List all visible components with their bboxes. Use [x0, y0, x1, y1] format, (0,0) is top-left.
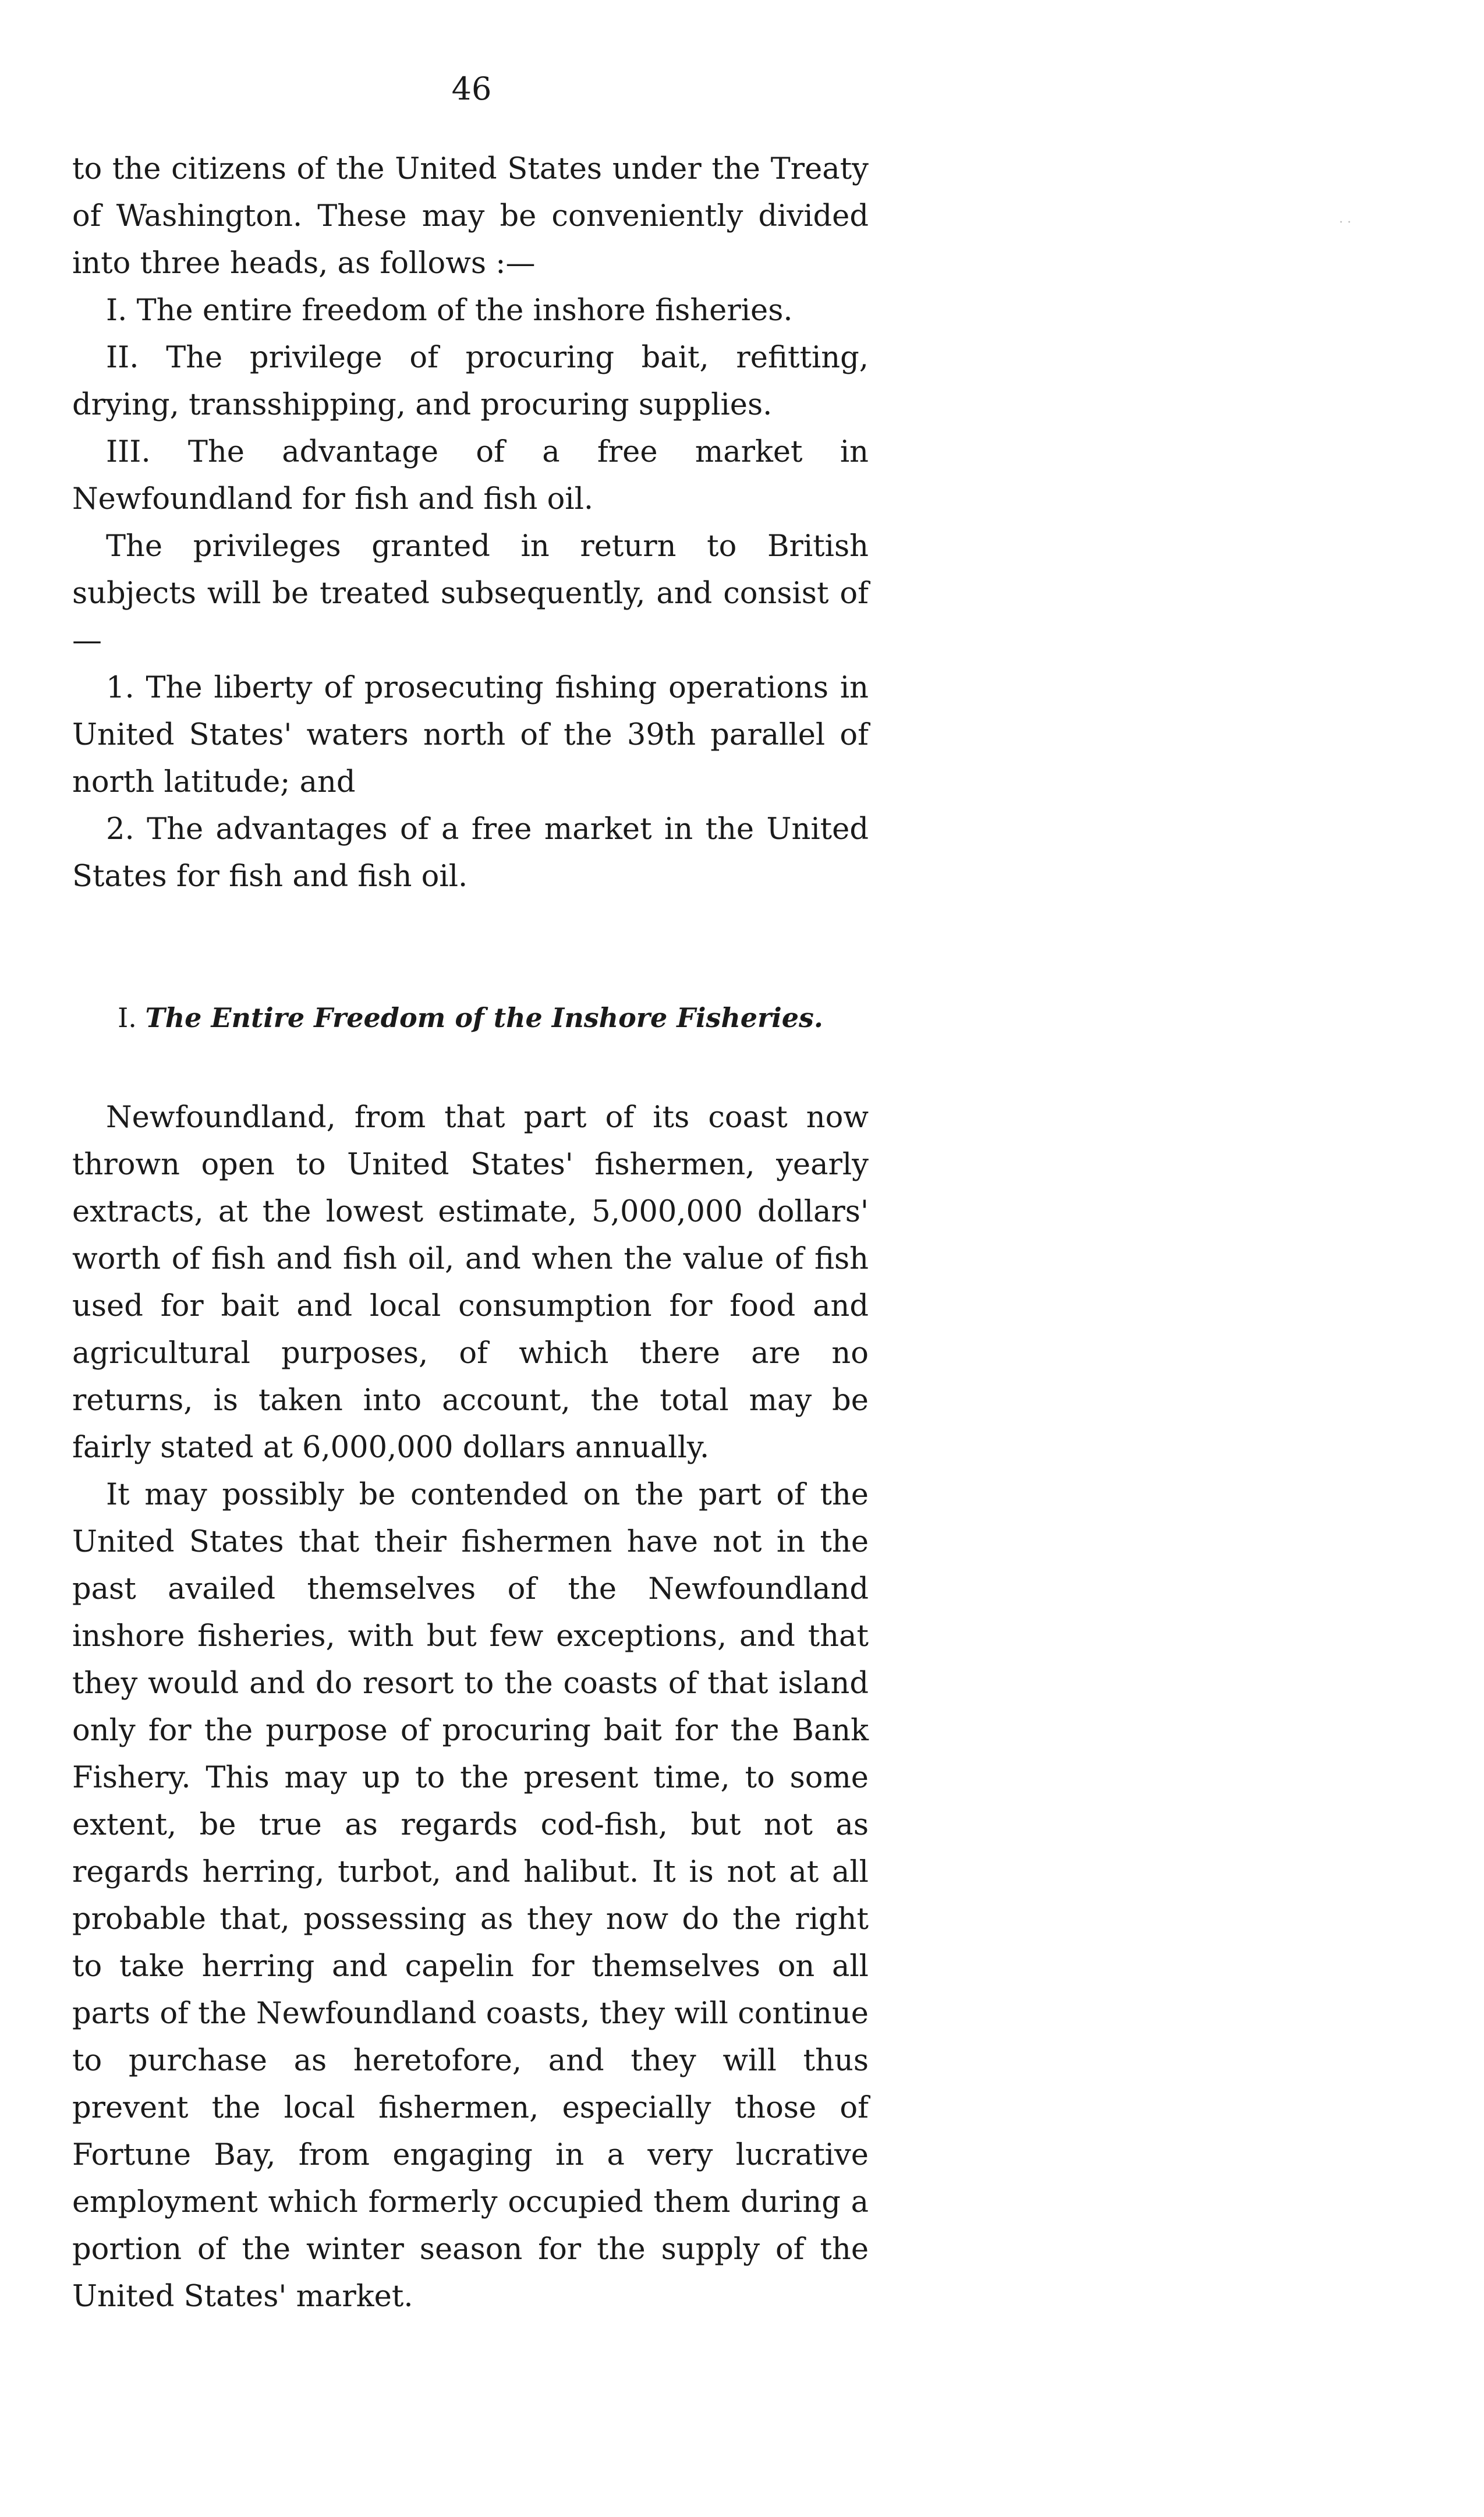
- body-paragraph-2: It may possibly be contended on the part of the United States that their fishermen have not in the past availed themselves of the Newfoundland inshore fisheries, with but few exceptions, and that they would and do resort to the coasts of that island only for the purpose of procuring bait for the Bank Fishery. This may up to the present time, to some extent, be true as regards cod-fish, but not as regards herring, turbot, and halibut. It is not at all probable that, possessing as they now do the right to take herring and capelin for themselves on all parts of the Newfoundland coasts, they will continue to purchase as heretofore, and they will thus prevent the local fishermen, especially those of Fortune Bay, from engaging in a very lucrative employment which formerly occupied them during a portion of the winter season for the supply of the United States' market.: [72, 1478, 869, 2314]
- margin-speck: · ·: [1339, 215, 1351, 230]
- body-paragraph-1: Newfoundland, from that part of its coast now thrown open to United States' fishermen, yearly extracts, at the lowest estimate, 5,000,000 dollars' worth of fish and fish oil, and when the value of fish used for bait and local consumption for food and agricultural purposes, of which there are no returns, is taken into account, the total may be fairly stated at 6,000,000 dollars annually.: [72, 1100, 869, 1465]
- section-number: I.: [118, 1002, 137, 1033]
- british-privileges-intro: The privileges granted in return to British subjects will be treated subsequently, and consist of—: [72, 529, 869, 658]
- british-privilege-item-2: 2. The advantages of a free market in the United States for fish and fish oil.: [72, 812, 869, 894]
- section-gap: [72, 900, 869, 994]
- section-title: The Entire Freedom of the Inshore Fisheries.: [145, 1002, 823, 1033]
- section-heading: [72, 994, 869, 1042]
- british-privilege-item-1: 1. The liberty of prosecuting fishing operations in United States' waters north of the 39th parallel of north latitude; and: [72, 671, 869, 799]
- page-number: 46: [451, 70, 492, 107]
- text-column: [72, 146, 869, 2320]
- intro-paragraph: to the citizens of the United States under the Treaty of Washington. These may be conveniently divided into three heads, as follows :—: [72, 152, 869, 281]
- head-item-2: II. The privilege of procuring bait, refitting, drying, transshipping, and procuring supplies.: [72, 341, 869, 422]
- head-item-1: I. The entire freedom of the inshore fisheries.: [106, 293, 793, 328]
- heading-gap: [72, 1042, 869, 1094]
- head-item-3: III. The advantage of a free market in Newfoundland for fish and fish oil.: [72, 435, 869, 516]
